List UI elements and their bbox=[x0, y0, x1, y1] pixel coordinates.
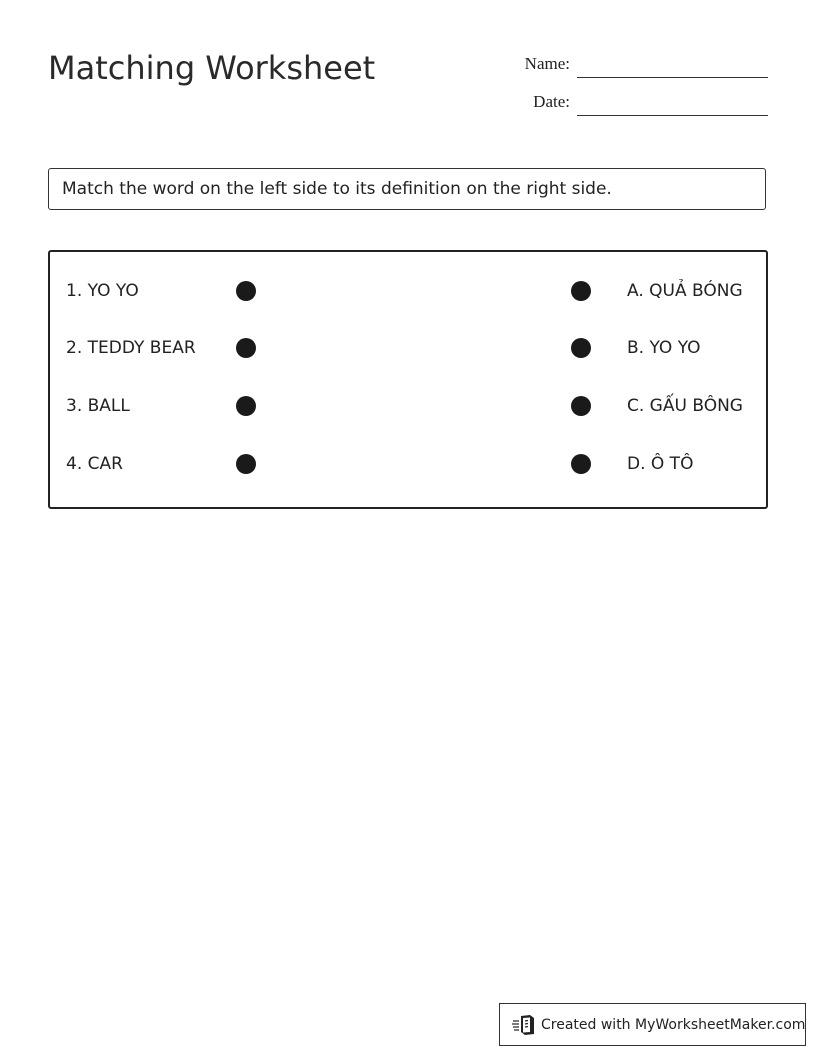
right-dot[interactable] bbox=[571, 338, 591, 358]
book-logo-icon bbox=[512, 1013, 536, 1037]
right-word: B. YO YO bbox=[627, 338, 701, 358]
match-row bbox=[50, 449, 766, 479]
right-dot[interactable] bbox=[571, 396, 591, 416]
name-label: Name: bbox=[524, 54, 570, 73]
right-dot[interactable] bbox=[571, 281, 591, 301]
left-dot[interactable] bbox=[236, 396, 256, 416]
right-dot[interactable] bbox=[571, 454, 591, 474]
left-dot[interactable] bbox=[236, 281, 256, 301]
page-title: Matching Worksheet bbox=[48, 49, 376, 87]
date-line[interactable] bbox=[577, 115, 768, 116]
left-dot[interactable] bbox=[236, 454, 256, 474]
left-word: 2. TEDDY BEAR bbox=[66, 338, 196, 358]
match-row bbox=[50, 276, 766, 306]
date-field[interactable] bbox=[500, 90, 768, 116]
match-row bbox=[50, 391, 766, 421]
left-word: 1. YO YO bbox=[66, 281, 139, 301]
right-word: C. GẤU BÔNG bbox=[627, 396, 743, 416]
date-label: Date: bbox=[533, 92, 570, 111]
credit-text: Created with MyWorksheetMaker.com bbox=[541, 1016, 806, 1033]
right-word: A. QUẢ BÓNG bbox=[627, 281, 743, 301]
left-word: 4. CAR bbox=[66, 454, 123, 474]
name-line[interactable] bbox=[577, 77, 768, 78]
credit-badge[interactable] bbox=[499, 1003, 806, 1046]
right-word: D. Ô TÔ bbox=[627, 454, 694, 474]
match-row bbox=[50, 333, 766, 363]
instructions-box: Match the word on the left side to its definition on the right side. bbox=[48, 168, 766, 210]
name-field[interactable] bbox=[500, 52, 768, 78]
left-word: 3. BALL bbox=[66, 396, 130, 416]
left-dot[interactable] bbox=[236, 338, 256, 358]
matching-box bbox=[48, 250, 768, 509]
